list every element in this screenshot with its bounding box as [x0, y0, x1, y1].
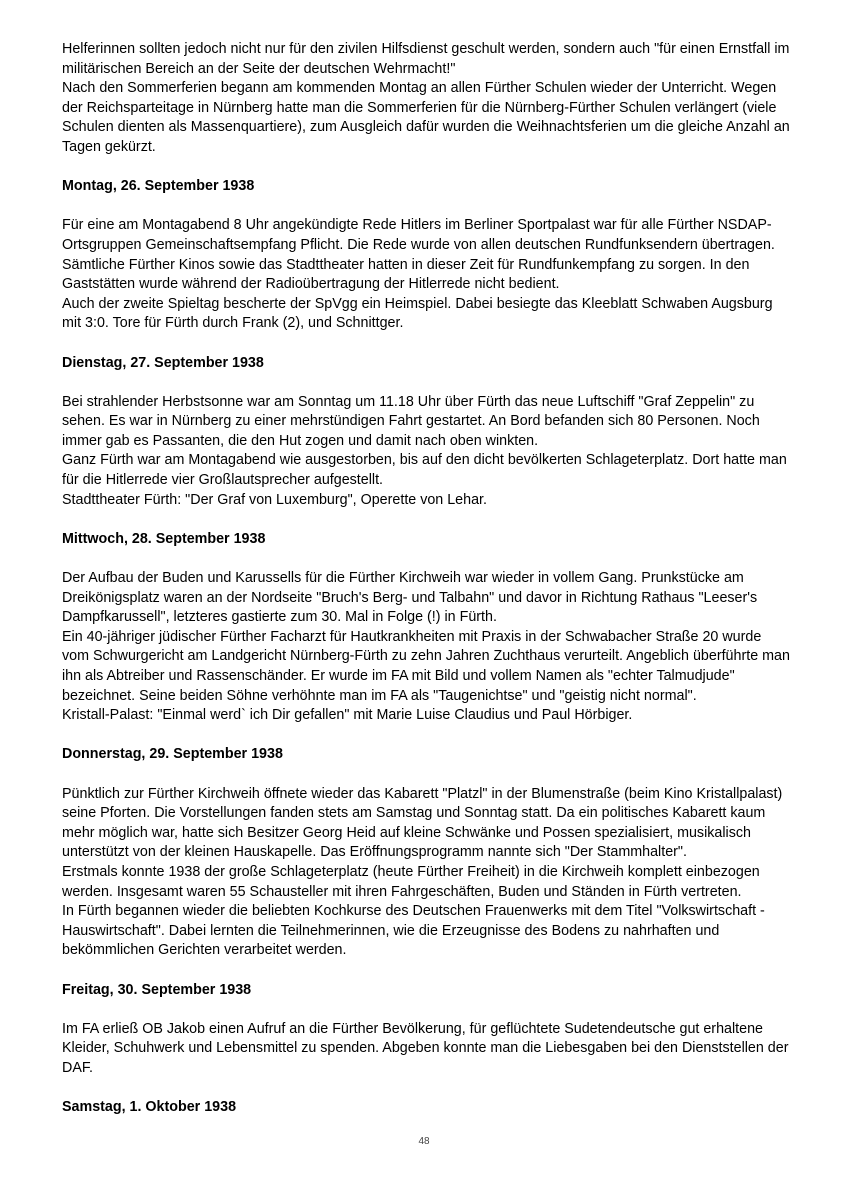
entry-section: [62, 981, 792, 1079]
entry-section: [62, 1098, 792, 1118]
entry-paragraph: Ein 40-jähriger jüdischer Fürther Facharzt für Hautkrankheiten mit Praxis in der Schwabacher Straße 20 wurde vom Schwurgericht am Landgericht Nürnberg-Fürth zu zehn Jahren Zuchthaus verurteilt. Angeblich überführte man ihn als Abtreiber und Rassenschänder. Er wurde im FA mit Bild und vollem Namen als "echter Talmudjude" bezeichnet. Seine beiden Söhne verhöhnte man im FA als "Taugenichtse" und "geistig nicht normal".: [62, 628, 790, 704]
entry-date-heading: Samstag, 1. Oktober 1938: [62, 1099, 237, 1116]
entry-paragraph: In Fürth begannen wieder die beliebten Kochkurse des Deutschen Frauenwerks mit dem Titel "Volkswirtschaft - Hauswirtschaft". Dabei lernten die Teilnehmerinnen, wie die Erzeugnisse des Bodens zu nahrhaften und bekömmlichen Gerichten verarbeitet werden.: [62, 903, 765, 959]
entry-paragraph: Bei strahlender Herbstsonne war am Sonntag um 11.18 Uhr über Fürth das neue Luftschiff "Graf Zeppelin" zu sehen. Es war in Nürnberg zu einer mehrstündigen Fahrt gestartet. An Bord befanden sich 80 Personen. Noch immer gab es Passanten, die den Hut zogen und damit nach oben winkten.: [62, 393, 760, 449]
page-number: 48: [418, 1136, 430, 1147]
intro-paragraph: Nach den Sommerferien begann am kommenden Montag an allen Fürther Schulen wieder der Unterricht. Wegen der Reichsparteitage in Nürnberg hatte man die Sommerferien für die Nürnberg-Fürther Schulen verlängert (viele Schulen dienten als Massenquartiere), zum Ausgleich dafür wurden die Weihnachtsferien um die gleiche Anzahl an Tagen gekürzt.: [62, 80, 790, 155]
entry-date-heading: Donnerstag, 29. September 1938: [62, 746, 283, 763]
intro-section: [62, 40, 792, 158]
entry-paragraph: Auch der zweite Spieltag bescherte der SpVgg ein Heimspiel. Dabei besiegte das Kleeblatt Schwaben Augsburg mit 3:0. Tore für Fürth durch Frank (2), und Schnittger.: [62, 295, 773, 332]
entry-paragraph: Ganz Fürth war am Montagabend wie ausgestorben, bis auf den dicht bevölkerten Schlageterplatz. Dort hatte man für die Hitlerrede vier Großlautsprecher aufgestellt.: [62, 452, 787, 489]
entry-date-heading: Dienstag, 27. September 1938: [62, 354, 264, 371]
page-content: [62, 40, 792, 1137]
entry-section: [62, 530, 792, 726]
entry-paragraph: Kristall-Palast: "Einmal werd` ich Dir gefallen" mit Marie Luise Claudius und Paul Hörbiger.: [62, 707, 633, 724]
entry-section: [62, 354, 792, 511]
entry-section: [62, 745, 792, 961]
entry-paragraph: Im FA erließ OB Jakob einen Aufruf an die Fürther Bevölkerung, für geflüchtete Sudetendeutsche gut erhaltene Kleider, Schuhwerk und Lebensmittel zu spenden. Abgeben konnte man die Liebesgaben bei den Dienststellen der DAF.: [62, 1020, 789, 1076]
entry-paragraph: Erstmals konnte 1938 der große Schlageterplatz (heute Fürther Freiheit) in die Kirchweih komplett einbezogen werden. Insgesamt waren 55 Schausteller mit ihren Fahrgeschäften, Buden und Ständen in Fürth vertreten.: [62, 863, 760, 900]
intro-paragraph: Helferinnen sollten jedoch nicht nur für den zivilen Hilfsdienst geschult werden, sondern auch "für einen Ernstfall im militärischen Bereich an der Seite der deutschen Wehrmacht!": [62, 41, 790, 77]
entry-paragraph: Der Aufbau der Buden und Karussells für die Fürther Kirchweih war wieder in vollem Gang. Prunkstücke am Dreikönigsplatz waren an der Nordseite "Bruch's Berg- und Talbahn" und davor in Richtung Rathaus "Leeser's Dampfkarussell", letzteres gastierte zum 30. Mal in Folge (!) in Fürth.: [62, 570, 758, 626]
entry-paragraph: Stadttheater Fürth: "Der Graf von Luxemburg", Operette von Lehar.: [62, 491, 487, 508]
entry-date-heading: Freitag, 30. September 1938: [62, 981, 252, 998]
entry-section: [62, 177, 792, 334]
entry-paragraph: Pünktlich zur Fürther Kirchweih öffnete wieder das Kabarett "Platzl" in der Blumenstraße (beim Kino Kristallpalast) seine Pforten. Die Vorstellungen fanden stets am Samstag und Sonntag statt. Da ein politisches Kabarett kaum mehr möglich war, hatte sich Besitzer Georg Heid auf kleine Schwänke und Possen spezialisiert, musikalisch unterstützt von der kleinen Hauskapelle. Das Eröffnungsprogramm nannte sich "Der Stammhalter".: [62, 785, 783, 861]
entry-paragraph: Für eine am Montagabend 8 Uhr angekündigte Rede Hitlers im Berliner Sportpalast war für alle Fürther NSDAP-Ortsgruppen Gemeinschaftsempfang Pflicht. Die Rede wurde von allen deutschen Rundfunksendern übertragen. Sämtliche Fürther Kinos sowie das Stadttheater hatten in dieser Zeit für Rundfunkempfang zu sorgen. In den Gaststätten wurde während der Radioübertragung der Hitlerrede nicht bedient.: [62, 217, 775, 293]
entry-date-heading: Mittwoch, 28. September 1938: [62, 530, 266, 547]
entry-date-heading: Montag, 26. September 1938: [62, 178, 255, 195]
